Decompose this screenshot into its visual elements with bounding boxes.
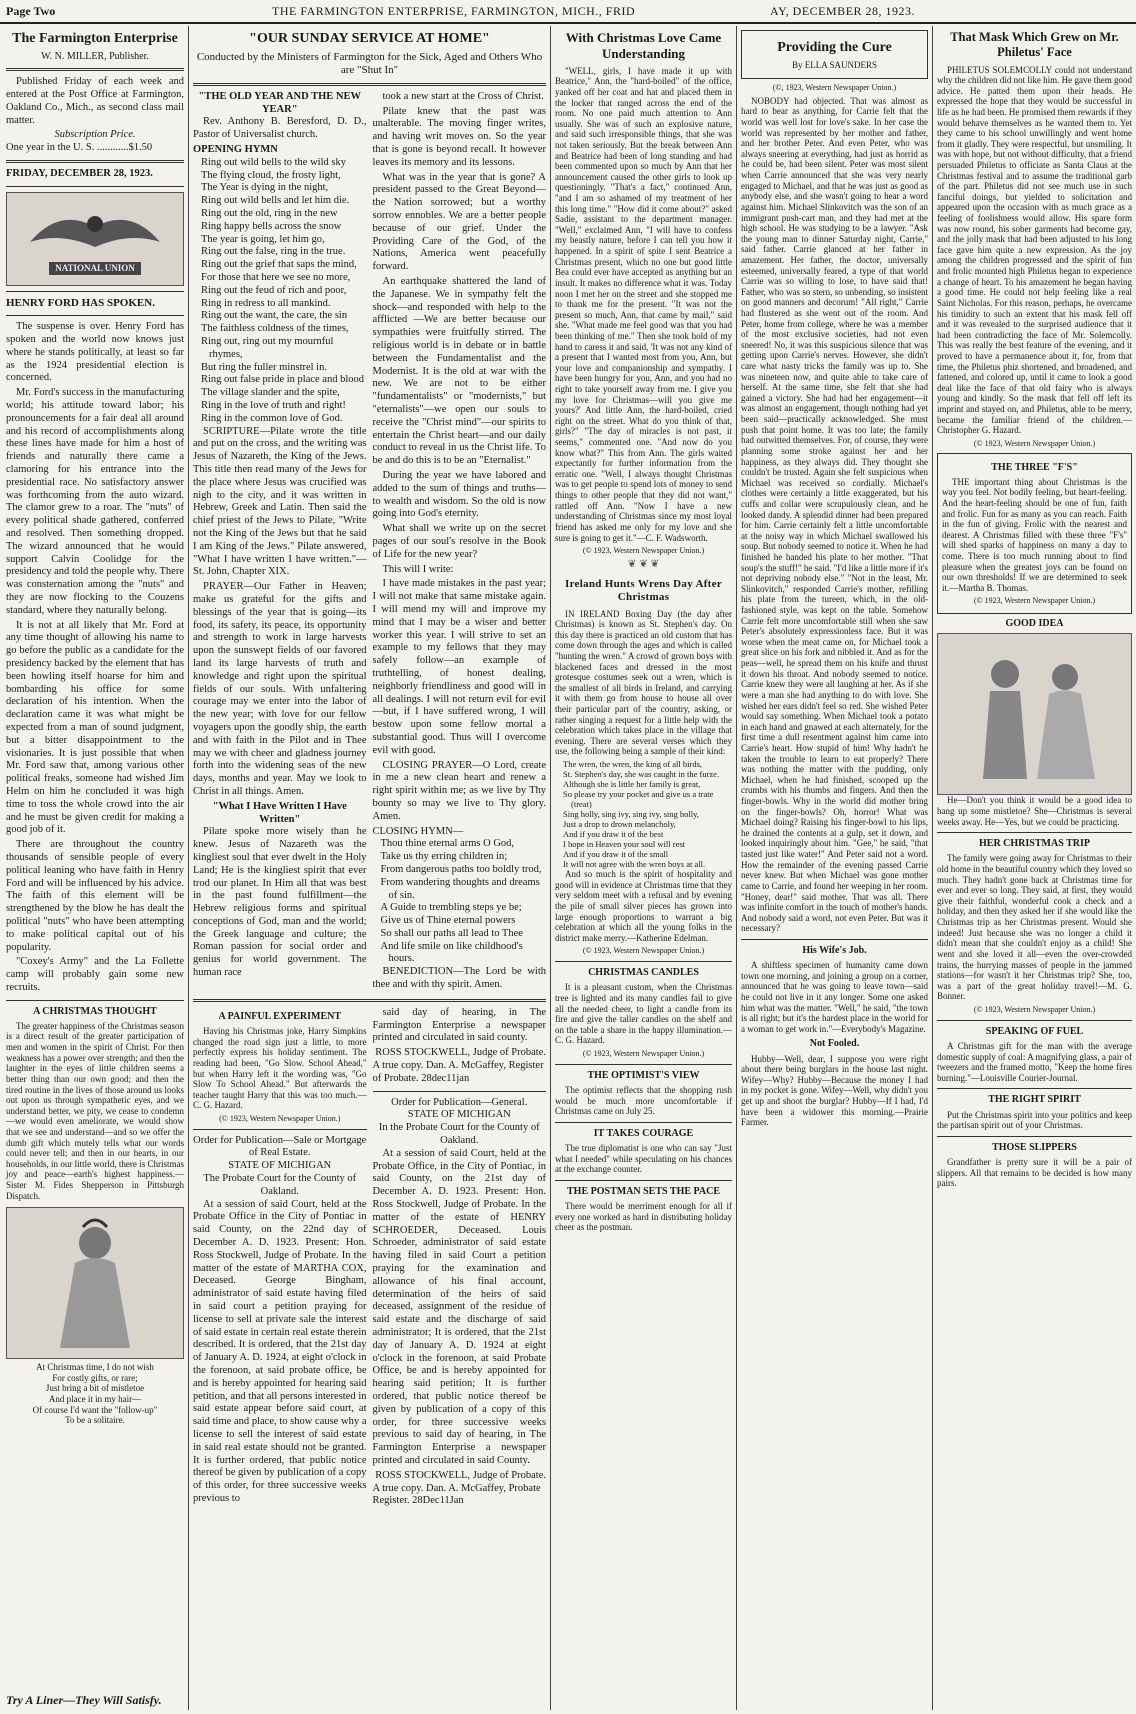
love-title: With Christmas Love Came Understanding bbox=[565, 30, 722, 61]
lower-left bbox=[193, 1007, 367, 1508]
legal1-court: The Probate Court for the County of Oakland. bbox=[203, 1173, 357, 1197]
candles-text: It is a pleasant custom, when the Christmas tree is lighted and its many candles fail to give all the needed cheer, to light a candle from its fire and give the taller candles on the shelf and on the table a share in the happy illumination.—C. G. Hazard. bbox=[555, 982, 732, 1046]
verse-line: St. Stephen's day, she was caught in the furze. bbox=[563, 769, 720, 780]
cure-byline: By ELLA SAUNDERS bbox=[791, 60, 877, 71]
verse-line: And place it in my hair— bbox=[48, 1394, 142, 1405]
verse-line: The wren, the wren, the king of all birds, bbox=[563, 759, 703, 770]
hymn-line: From dangerous paths too boldly trod, bbox=[380, 863, 542, 875]
cure-title: Providing the Cure bbox=[777, 40, 892, 55]
paper-name: The Farmington Enterprise bbox=[12, 31, 178, 46]
legal1-text: At a session of said Court, held at the Probate Office in the City of Pontiac in said County, on the 22nd day of December A. D. 1923. Present: Hon. Ross Stockwell, Judge of Probate. In the matter of the estate of MARTHA COX, Deceased. George Bingham, administrator of said estate having filed in said court a petition praying for license to sell at private sale the interest of said estate in certain real estate therein described. It is ordered, that the 21st day of January A. D. 1924, at eight o'clock in the forenoon, at said probate office, be and is hereby appointed for hearing said petition, and that all persons interested in said estate appear before said court, at said time and place, to show cause why a license to sell the interest of said estate in said real estate should not be granted. It is further ordered, that public notice thereof be given by publication of a copy of this order, for three successive weeks previous to bbox=[193, 1198, 367, 1504]
wrens-text: IN IRELAND Boxing Day (the day after Christmas) is known as St. Stephen's day. On this day there is practiced an old custom that has come down through the ages and which is called "hunting the wren." A crowd of grown boys with blackened faces and dressed in the most grotesque costumes seek out a wren, which is the smallest of all birds in Ireland, and carrying it with them go from house to house all over their particular part of the country, asking, or rather singing a request for a little help with the celebration which takes place in the village that evening. There are several verses which they use, the following being a sample of their kind: bbox=[555, 608, 732, 757]
fs-title: THE THREE "F'S" bbox=[991, 461, 1078, 473]
ford-headline: HENRY FORD HAS SPOKEN. bbox=[6, 296, 155, 309]
mask-title: That Mask Which Grew on Mr. Philetus' Face bbox=[950, 30, 1119, 60]
optimist-title: THE OPTIMIST'S VIEW bbox=[587, 1069, 700, 1081]
column-2 bbox=[188, 26, 550, 1710]
courage-title: IT TAKES COURAGE bbox=[593, 1127, 694, 1139]
hymn-line: For those that here we see no more, bbox=[201, 272, 351, 284]
service-paragraph: Pilate knew that the past was unalterable. The moving finger writes, and having writ moves on. So the year that is gone is beyond recall. It however leaves its memory and its lessons. bbox=[372, 105, 546, 168]
legal3-state: STATE OF MICHIGAN bbox=[407, 1109, 511, 1121]
service-paragraph: During the year we have labored and added to the sum of things and truths—to wealth and wisdom. So the old is now going into God's eternity. bbox=[372, 470, 546, 520]
verse-line: And if you draw it of the best bbox=[563, 829, 664, 840]
love-credit: (© 1923, Western Newspaper Union.) bbox=[582, 546, 705, 556]
couple-figure-icon bbox=[945, 639, 1125, 789]
legal3-text: At a session of said Court, held at the Probate Office, in the City of Pontiac, in said County, on the 21st day of December A. D. 1923. Present: Hon. Ross Stockwell, Judge of Probate. In the matter of the estate of HENRY SCHROEDER, Deceased. Louis Schroeder, administrator of said estate having filed in said Court a petition praying for the examination and allowance of his final account, determination of the heirs of said deceased, assignment of the residue of said estate and the discharge of said administrator; It is ordered, that the 21st day of January A. D. 1924 at eight o'clock in the forenoon, at said Probate Office, be and is hereby appointed for hearing said petition; It is further ordered, that public notice thereof be given by publication of a copy of this order, for three successive weeks previous to said day of hearing, in The Farmington Enterprise a newspaper printed and circulated in said County. bbox=[372, 1147, 546, 1466]
service-left bbox=[193, 91, 367, 994]
legal3-head: Order for Publication—General. bbox=[391, 1096, 528, 1108]
painful-text: Having his Christmas joke, Harry Simpkins changed the road sign just a little, to more perfectly express his holiday sentiment. The reading had been, "Go Slow. School Ahead," but when Harry left it the wording was, "Go Slow To School Ahead." But afterwards the teacher taught Harry that this was too much.—C. G. Hazard. bbox=[193, 1026, 367, 1111]
verse-line: It will not agree with the wren boys at all. bbox=[563, 859, 706, 870]
mistletoe-verse bbox=[6, 1362, 184, 1426]
optimist-text: The optimist reflects that the shopping rush would be much more uncomfortable if Christmas came on July 25. bbox=[555, 1085, 732, 1117]
ford-paragraph: The suspense is over. Henry Ford has spoken and the world now knows just where he stands politically, at least so far as the 1924 presidential election is concerned. bbox=[6, 321, 184, 384]
service-paragraph: took a new start at the Cross of Christ. bbox=[382, 90, 544, 102]
service-subtitle: Conducted by the Ministers of Farmington for the Sick, Aged and Others Who are "Shut In" bbox=[196, 51, 543, 77]
verse-line: Of course I'd want the "follow-up" bbox=[32, 1404, 158, 1415]
closing-hymn-label: CLOSING HYMN— bbox=[372, 825, 464, 837]
hymn-line: Ring happy bells across the snow bbox=[201, 220, 342, 232]
holly-divider-icon: ❦ ❦ ❦ bbox=[627, 558, 660, 570]
masthead bbox=[0, 0, 1136, 24]
column-4 bbox=[736, 26, 932, 1710]
spirit-title: THE RIGHT SPIRIT bbox=[988, 1094, 1081, 1106]
thought-text: The greater happiness of the Christmas season is a direct result of the greater participation of men and women in the spirit of Christ. For then weakness has a power over strength; and then the laughter in the eyes of little children seems a better thing than our own good; and then the tired routine in the lives of those around us looks out upon us through sympathetic eyes, and we understand better, we pity, we cease to condemn—we would even ameliorate, we would show that we see and understand—and so we offer the dumb gift which mutely tells what our words could never tell; and then in our hearts, in our households, in our little world, there is Christmas joy and peace—earth's highest happiness.—Sister M. Fides Shepperson in Pittsburgh Dispatch. bbox=[6, 1020, 184, 1201]
verse-line: I hope in Heaven your soul will rest bbox=[563, 839, 686, 850]
three-fs-box bbox=[937, 453, 1132, 615]
legal2-judge: ROSS STOCKWELL, Judge of Probate. bbox=[375, 1047, 546, 1059]
hymn-line: Give us of Thine eternal powers bbox=[380, 915, 516, 927]
mask-story: PHILETUS SOLEMCOLLY could not understand why the children did not like him. He gave them good advice. He patted them upon their heads. He expressed the hope that they would be successful in life as he had been. He promised them rewards if they would behave themselves as he wanted them to. Yet they came to his school unwillingly and went home from it gladly. They were respectful, but unsmiling. It was with hope, but not without difficulty, that a friend persuaded Philetus to officiate as Santa Claus at the Christmas festival and to assume the traditional garb of the part. Philetus did not see much use in such fanciful doings, but yielded to solicitation and appeared upon the occasion with as much grace as a feeling of foolishness would allow. His spare form was now round, his sober garments had become gay, and the jolly mask that had been adjusted to his long face gave him quite a new expression. As the joy among the children progressed and the spirit of fun and frolic mounted high Philetus began to experience a change of heart. To his amazement he began having a good time. He could not help feeling like a real Saint Nicholas. For this reason, perhaps, he overcame his timidity to such an extent that his mask fell off and it was revealed to the surprised audience that it had been contradicting the face of Mr. Solemcolly. This was really the best feature of the evening, and it proved to have a permanence about it, for, from that time, the Philetus phiz shortened, and broadened, and fattened, and colored up, until it came to look a good deal like the face of that old fairy who is always young and kindly. So the mask that fell off left its imprint and stayed on, and Philetus, able to be merry, became the familiar friend of the children.—Christopher G. Hazard. bbox=[937, 64, 1132, 436]
legal1-head: Order for Publication—Sale or Mortgage of Real Estate. bbox=[193, 1134, 367, 1159]
masthead-title: THE FARMINGTON ENTERPRISE, FARMINGTON, MICH., FRID bbox=[272, 4, 636, 18]
ford-paragraph: It is not at all likely that Mr. Ford at any time thought of allowing his name to go before the public as a candidate for the presidency backed by the element that has been howling itself hoarse for him and bombarding his office for some declaration of his intention. When the declaration came it was what might be expected from a man of sound judgment, but a bitter disappointment to the visionaries. It is just possible that when Mr. Ford saw that, among various other political freaks, someone had wished Jim Helm on him he concluded it was high time to toss the whole crowd into the air and he must be given credit for making a good job of it. bbox=[6, 619, 184, 836]
spirit-text: Put the Christmas spirit into your politics and keep the partisan spirit out of your Christmas. bbox=[937, 1109, 1132, 1131]
hymn-line: Ring out the want, the care, the sin bbox=[201, 310, 348, 322]
lower-right bbox=[373, 1007, 547, 1508]
legal2-top: said day of hearing, in The Farmington Enterprise a newspaper printed and circulated in said county. bbox=[372, 1006, 546, 1044]
service-paragraph: What shall we write up on the secret pages of our soul's resolve in the Book of Life for the new year? bbox=[372, 523, 546, 560]
column-3 bbox=[550, 26, 736, 1710]
hymn-line: Take us thy erring children in; bbox=[380, 851, 508, 863]
pilate-title: "What I Have Written I Have Written" bbox=[212, 800, 347, 825]
hymn-line: And life smile on like childhood's hours. bbox=[380, 940, 523, 965]
page-number: Page Two bbox=[6, 4, 56, 18]
ford-paragraph: There are throughout the country thousands of sensible people of every political leaning who have faith in Henry Ford and will be influenced by his advice. The faith of this element will be strengthened by the blow he has dealt the political "nuts" who have been attempting to make political capital out of his popularity. bbox=[6, 839, 184, 953]
wrens-credit: (© 1923, Western Newspaper Union.) bbox=[582, 946, 705, 956]
national-union-logo bbox=[6, 192, 184, 286]
pub-info: Published Friday of each week and entered at the Post Office at Farmington, Oakland Co., Mich., as second class mail matter. bbox=[6, 76, 184, 126]
verse-line: Although she is little her family is great, bbox=[563, 779, 701, 790]
eagle-emblem-icon bbox=[20, 202, 170, 262]
prayer: PRAYER—Our Father in Heaven; make us grateful for the gifts and blessings of the year that is going—its food, its safety, its peace, its opportunity and strength to work in large harvests upon the sunswept fields of our favored land its large harvests of truth and knowledge and right upon the spiritual fields of our souls. With unfaltering courage may we enter into the labor of the new year; with love for our fellow voyagers upon the goodly ship, the earth and with faith in the Pilot and in Thee may we with cheer and gladness journey forth into the widening seas of the new days, months and year. May we look to Christ in all things. Amen. bbox=[193, 581, 367, 797]
love-story: "WELL, girls, I have made it up with Beatrice," Ann, the "hard-boiled" of the office, yanked off her coat and hat and placed them in the locker that ranged across the end of the room. No one paid much attention to Ann usually. She was of such an explosive nature, and said such irresponsible things, that she was not taken seriously. But the break between Ann and Beatrice had been of long standing and had been commented upon so much by Ann that her announcement caused the other girls to look up questioningly. "That's a fact," continued Ann, "and I am so ashamed of my treatment of her this long time." "How did it come about?" asked Sadie, assistant to the department manager. "Well," exclaimed Ann, "I will have to confess my beastly nature, before I can tell you how it happened. In a spirit of spite I sent Beatrice a Christmas present, which no one but good little Bea could ever have accepted as anything but an insult. It makes no difference what it was. Today noon I met her on the street and she stopped me to thank me for the present. "It was not the present so much, Ann, that came by mail," said she. "What made me feel good was that you had been thinking of me." Then she took hold of my hand to caress it and said, 'It was not any kind of a present that I wanted most from you, Ann, but your love and companionship and sympathy. I have been hungry for you, Ann, and you had no right to take yourself away from me. I give you my love for Christmas—will you give me yours?' And little Ann, the hard-boiled, cried right on the street. What do you think of that, girls?" "The day of miracles is not past, it seems," commented one. "And now do you know what?" This from Ann. The girls waited expectantly for further information from the erratic one. "Well, I always thought Christmas was to get people to spend lots of money to send things to other people that they did not want," rattled off Ann. "Now I have a new understanding of Christmas since my most loyal friend has asked me only for my love and she sure is going to get it."—C. F. Wadsworth. bbox=[555, 65, 732, 543]
goodidea-text: He—Don't you think it would be a good idea to hang up some mistletoe? She—Christmas is several weeks away. He—Yes, but we could be practicing. bbox=[937, 795, 1132, 827]
resolve-label: This will I write: bbox=[382, 563, 454, 575]
verse-line: And if you draw it of the small bbox=[563, 849, 669, 860]
notfooled-text: Hubby—Well, dear, I suppose you were right about there being burglars in the house last night. Wifey—Why? Hubby—Because the money I had in my pocket is gone. Wifey—Well, why didn't you get up and shoot the burglar? Hubby—If I had, I'd have been a widower this morning.—Prairie Farmer. bbox=[741, 1053, 928, 1128]
hymn-line: Ring out the feud of rich and poor, bbox=[201, 284, 347, 296]
verse-line: Sing holly, sing ivy, sing ivy, sing holly, bbox=[563, 809, 699, 820]
candles-credit: (© 1923, Western Newspaper Union.) bbox=[582, 1049, 705, 1059]
verse-line: Just bring a bit of mistletoe bbox=[45, 1383, 145, 1394]
fs-credit: (© 1923, Western Newspaper Union.) bbox=[973, 596, 1096, 606]
verse-line: For costly gifts, or rare; bbox=[52, 1372, 138, 1383]
hymn-line: Ring out the false, ring in the true. bbox=[201, 246, 346, 258]
ford-paragraph: "Coxey's Army" and the La Follette camp will probably gain some new recruits. bbox=[6, 956, 184, 993]
hymn-line: Ring out the old, ring in the new bbox=[201, 208, 338, 220]
painful-title: A PAINFUL EXPERIMENT bbox=[218, 1010, 342, 1022]
service-paragraph: An earthquake shattered the land of the Japanese. We in sympathy felt the shock—and responded with help to the afflicted —We are better because our sympathies were fruitfully stirred. The religious world is in debate or in battle between the Fundamentalist and the Modernist. It is the old at war with the new. We are not to be either "fundamentalists" or "modernists," but "eternalists"—we open our souls to receive the "Christ mind"—our spirits to entertain the Christ heart—and our daily conduct to reveal in us the Christ life. To be and do this is to be an "Eternalist." bbox=[372, 276, 546, 467]
sub-price: One year in the U. S. ............$1.50 bbox=[6, 142, 153, 154]
verse-line: Just a drop to drown melancholy, bbox=[563, 819, 676, 830]
couple-illustration bbox=[937, 633, 1132, 795]
goodidea-title: GOOD IDEA bbox=[1005, 618, 1064, 630]
hymn-line: Ring in the common love of God. bbox=[201, 412, 343, 424]
opening-hymn bbox=[193, 157, 367, 426]
pilate-text: Pilate spoke more wisely than he knew. Jesus of Nazareth was the kingliest soul that ever dwelt in the Holy Land; He is the kingliest spirit that ever trod our planet. In Him all that was best in the past found fulfillment—the Hebrew religious forms and spiritual conceptions of God, man and the world; the Greek language and culture; the Roman passion for social order and genius for world government. The human race bbox=[193, 826, 367, 979]
verse-line: So please try your pocket and give us a trate (treat) bbox=[563, 789, 714, 810]
notfooled-title: Not Fooled. bbox=[809, 1038, 860, 1050]
legal1-state: STATE OF MICHIGAN bbox=[228, 1160, 332, 1172]
legal3-copy: A true copy. Dan. A. McGaffey, Probate Register. 28Dec11Jan bbox=[372, 1482, 541, 1507]
sub-label: Subscription Price. bbox=[54, 129, 136, 141]
lower-columns bbox=[193, 1007, 546, 1508]
hymn-label: OPENING HYMN bbox=[193, 144, 278, 156]
courage-text: The true diplomatist is one who can say "Just what I needed" while speculating on his chances at the exchange counter. bbox=[555, 1143, 732, 1175]
masthead-date: AY, DECEMBER 28, 1923. bbox=[770, 4, 916, 18]
service-paragraph: What was in the year that is gone? A president passed to the Great Beyond—the Nation sorrowed; but a worthy sorrow ennobles. We are a better people because of our grief. Under the Providing Care of the God, of the Nations, America went peacefully forward. bbox=[372, 171, 546, 273]
scripture: SCRIPTURE—Pilate wrote the title and put on the cross, and the writing was Jesus of Nazareth, the King of the Jews. This title then read many of the Jews for the place where Jesus was crucified was nigh to the city, and it was written in Hebrew, Greek and Latin. Then said the chief priest of the Jews to Pilate, "Write not the King of the Jews but that he said I am King of the Jews." Pilate answered, "What I have written I have written."—St. John, Chapter XIX. bbox=[193, 425, 367, 578]
cure-title-box bbox=[741, 30, 928, 79]
hymn-line: The year is going, let him go, bbox=[201, 233, 325, 245]
mask-credit: (© 1923, Western Newspaper Union.) bbox=[973, 438, 1096, 448]
hymn-line: The Year is dying in the night, bbox=[201, 182, 329, 194]
hiswife-title: His Wife's Job. bbox=[802, 944, 867, 956]
column-1 bbox=[2, 26, 188, 1710]
publisher: W. N. MILLER, Publisher. bbox=[41, 51, 149, 63]
fs-text: THE important thing about Christmas is the way you feel. Not bodily feeling, but heart-feeling. And the heart-feeling should be one of fun, faith and frolic. Fun for as many as you can reach. Faith in the fun of giving. Frolic with the nearest and dearest. A Christmas filled with these three "F's" will shed sparks of happiness on many a day to come. There is too much running about to find pleasure when the greatest joys can be found on our own thresholds! If we are determined to seek it.—Martha B. Thomas. bbox=[942, 476, 1127, 593]
hymn-line: A Guide to trembling steps ye be; bbox=[380, 902, 522, 914]
thought-headline: A CHRISTMAS THOUGHT bbox=[33, 1005, 157, 1017]
legal2-copy: A true copy. Dan. A. McGaffey, Register of Probate. 28dec11jan bbox=[372, 1060, 544, 1084]
service-columns bbox=[193, 91, 546, 994]
verse-line: To be a solitaire. bbox=[65, 1415, 125, 1426]
hymn-line: Ring in redress to all mankind. bbox=[201, 297, 331, 309]
hymn-line: The village slander and the spite, bbox=[201, 387, 340, 399]
hymn-line: Thou thine eternal arms O God, bbox=[380, 838, 515, 850]
postman-title: THE POSTMAN SETS THE PACE bbox=[567, 1185, 720, 1197]
hymn-line: Ring in the love of truth and right! bbox=[201, 400, 346, 412]
cure-story: NOBODY had objected. That was almost as hard to bear as anything, for Carrie felt that the world was well lost for love's sake. In her case the world was represented by her mother and father, and her brother Peter. And even Peter, who was always sneering at everything, had just as horrid as he could be, had been silent. Peter was most silent when Carrie announced that she was very nearly engaged to Michael, and that he was just as good as anybody else, and she wasn't going to hear a word against him. Michael Slinkovitch was the son of an immigrant push-cart man, and they had met at the high school. He was studying to be a lawyer. "Ask the young man to dinner Saturday night, Carrie," said father. Carrie glanced at her father in amazement. Her father, the doctor, universally esteemed, universally feared, a type of that world Carrie was so willing to lose, to have said that! Father, who was so stern, so unbending, so insistent on good manners and decorum! "All right," Carrie had flustered as she went out of the room. And Peter, home from college, where he was a member of the most exclusive societies, had not even sneered! No, it was this suspicious silence that was getting upon Carrie's nerves. However, she didn't care what nasty tricks the family was up to. She was nineteen now, and quite able to take care of herself. At the same time, she felt that she had gained a victory. She had had her engagement—it was almost an engagement, though nothing had yet been said—practically acknowledged. She must push that point home. It was too late; the family had outwitted themselves. For, of course, they were planning some stroke against her and her happiness, as they always did. They thought she couldn't be trusted. Again she felt suspicious when Michael was received so cordially. Michael's clothes were certainly a little exaggerated, but his cuffs and collar were scrupulously clean, and he looked dandy. A splendid dinner had been prepared for him. Carrie certainly felt a little uncomfortable at the noisy way in which Michael swallowed his soup. But nobody seemed to notice it. When he had finished he handed his plate to her mother. "That soup's the stuff!" he said. "I'd like a little more if it's not depriving nobody else." "Not in the least, Mr. Slinkovitch," responded Carrie's mother, refilling his plate from the tureen, which, in the old-fashioned style, was kept on the table. Somehow Carrie felt more uncomfortable still when she saw Peter's absolutely expressionless face. But it was worse when the meat came on, for Michael took a great slice on his fork and nibbled it. And as for the peas—well, he spread them on his knife and thrust it down his throat. And nobody seemed to notice. Carrie knew they were all laughing at her. As if she were a man she had anything to do with love. She wished her ears didn't feel so red. She wished Peter would say something. When Michael took a potato in each hand and gnawed at each alternately, for the first time a dull resentment against him came into Carrie's heart. How stupid of him! Why hadn't he taken the trouble to learn to eat properly? There was nothing the matter with the pudding, only Michael, when he had finished, scooped up the crumbs with his thumbs and fingers. And then the finger-bowls. Why in the world did mother bring on the finger-bowls? Oh, horror! What was Michael doing? Raising his finger-bowl to his lips, he drained the contents at a gulp, set it down, and looked inquiringly about him. "Gee," he said, "that tasted just like water!" And Peter said not a word. How the remainder of the evening passed Carrie never knew. But when Michael was gone mother came to Carrie, and found her weeping in her room. "Honey, dear!" said mother. That was all. There was infinite comfort in the touch of mother's hands. And nobody said a word, not even Peter. But was it necessary? bbox=[741, 95, 929, 934]
slippers-text: Grandfather is pretty sure it will be a pair of slippers. All that remains to be decided is how many pairs. bbox=[937, 1156, 1132, 1189]
wrens-verse bbox=[555, 759, 732, 869]
hymn-line: Ring out false pride in place and blood bbox=[201, 374, 365, 386]
logo-text: NATIONAL UNION bbox=[49, 262, 141, 275]
closing-hymn bbox=[373, 838, 547, 966]
trip-text: The family were going away for Christmas to their old home in the beautiful country which they loved so much. They hadn't gone back at Christmas time for ever and ever so long. They said, at first, they would give their faithful, wonderful cook a check and a holiday, and then they asked her if she would like the Christmas trip as her Christmas present. Would she indeed! Just because she was no longer a child it didn't mean that she couldn't enjoy as a child! She went and she loved it all—even the over-crowded trains, the hurrying masses of people in the jammed stations—for wasn't it her Christmas trip? She, too, was a part of the great holiday travel!—M. G. Bonner. bbox=[937, 853, 1132, 1002]
trip-title: HER CHRISTMAS TRIP bbox=[979, 838, 1090, 850]
hymn-line: Ring out, ring out my mournful rhymes, bbox=[201, 336, 334, 360]
woman-figure-icon bbox=[35, 1213, 155, 1353]
column-5 bbox=[932, 26, 1136, 1710]
legal3-court: In the Probate Court for the County of Oakland. bbox=[378, 1122, 540, 1147]
service-right bbox=[373, 91, 547, 994]
sermon-by: Rev. Anthony B. Beresford, D. D., Pastor of Universalist church. bbox=[193, 116, 367, 141]
hymn-line: Ring out the grief that saps the mind, bbox=[201, 259, 357, 271]
candles-title: CHRISTMAS CANDLES bbox=[588, 967, 699, 979]
hymn-line: From wandering thoughts and dreams of sin. bbox=[380, 876, 540, 901]
fuel-text: A Christmas gift for the man with the average domestic supply of coal: A magnifying glass, a pair of tweezers and the framed motto, "Keep the home fires burning."—Louisville Courier-Journal. bbox=[937, 1040, 1132, 1083]
painful-credit: (© 1923, Western Newspaper Union.) bbox=[219, 1113, 341, 1123]
hymn-line: The flying cloud, the frosty light, bbox=[201, 169, 341, 181]
ford-paragraph: Mr. Ford's success in the manufacturing world; his attitude toward labor; his pronouncements for a fair deal all around and his record of accomplishments along these lines have made for him a host of friends and naturally there came a clamoring for his entrance into the presidential race. No satisfactory answer was forthcoming from the auto wizard. The clamor grew to a roar. The "nuts" of every political shade gathered, conferred and resolved. Then something dropped. The wizard announced that he would support Calvin Coolidge for the presidency and told the people why. There was consternation among the "nuts" and they are now flocking to the Couzens standard, where they naturally belong. bbox=[6, 387, 184, 616]
liner-ad: Try A Liner—They Will Satisfy. bbox=[6, 1693, 162, 1708]
verse-line: At Christmas time, I do not wish bbox=[36, 1362, 154, 1373]
closing-prayer: CLOSING PRAYER—O Lord, create in me a new clean heart and renew a right spirit within me; as we live by Thy bounty so may we live to Thy glory. Amen. bbox=[372, 759, 546, 822]
cure-credit: (©, 1923, Western Newspaper Union.) bbox=[772, 83, 897, 93]
wrens-end: And so much is the spirit of hospitality and good will in evidence at Christmas time that they very seldom meet with a refusal and by evening the pile of small silver pieces has grown into large enough proportions to warrant a big celebration at which all the young folks in the district make merry.—Katherine Edelman. bbox=[555, 869, 732, 943]
fuel-title: SPEAKING OF FUEL bbox=[985, 1025, 1084, 1037]
hymn-line: Ring out wild bells to the wild sky bbox=[201, 156, 346, 168]
trip-credit: (© 1923, Western Newspaper Union.) bbox=[973, 1004, 1096, 1014]
issue-date: FRIDAY, DECEMBER 28, 1923. bbox=[6, 168, 153, 180]
hymn-line: But ring the fuller minstrel in. bbox=[201, 361, 327, 373]
hiswife-text: A shiftless specimen of humanity came down town one morning, and joining a group on a corner, announced that he was going to leave town—said he could not live in it any longer. Some one asked him what was the matter. "Well," he said, "the town is all right; but it's the hardest place in the world for a woman to get work in."—Everybody's Magazine. bbox=[741, 960, 928, 1034]
sermon-title: "THE OLD YEAR AND THE NEW YEAR" bbox=[198, 90, 361, 115]
woman-mistletoe-illustration bbox=[6, 1207, 184, 1359]
wrens-title: Ireland Hunts Wrens Day After Christmas bbox=[564, 577, 722, 604]
slippers-title: THOSE SLIPPERS bbox=[992, 1141, 1077, 1153]
benediction: BENEDICTION—The Lord be with thee and with thy spirit. Amen. bbox=[372, 966, 546, 991]
service-title: "OUR SUNDAY SERVICE AT HOME" bbox=[249, 31, 490, 46]
hymn-line: The faithless coldness of the times, bbox=[201, 323, 349, 335]
legal3-judge: ROSS STOCKWELL, Judge of Probate. bbox=[375, 1469, 546, 1481]
hymn-line: Ring out wild bells and let him die. bbox=[201, 195, 350, 207]
postman-text: There would be merriment enough for all if every one worked as hard in distributing holiday cheer as the postman. bbox=[555, 1201, 732, 1233]
hymn-line: So shall our paths all lead to Thee bbox=[380, 927, 523, 939]
resolve-text: I have made mistakes in the past year; I will not make that same mistake again. I will mend my will and improve my mind that I may be a wiser and better worker this year. I will strive to set an example to my fellows that they may safely follow—an example of truthtelling, of honest dealing, neighborly friendliness and good will in all dealings. I will not return evil for evil—but, if I have suffered wrong, I will bestow upon some fellow mortal a substantial good. Thus will I overcome evil with good. bbox=[372, 578, 546, 756]
